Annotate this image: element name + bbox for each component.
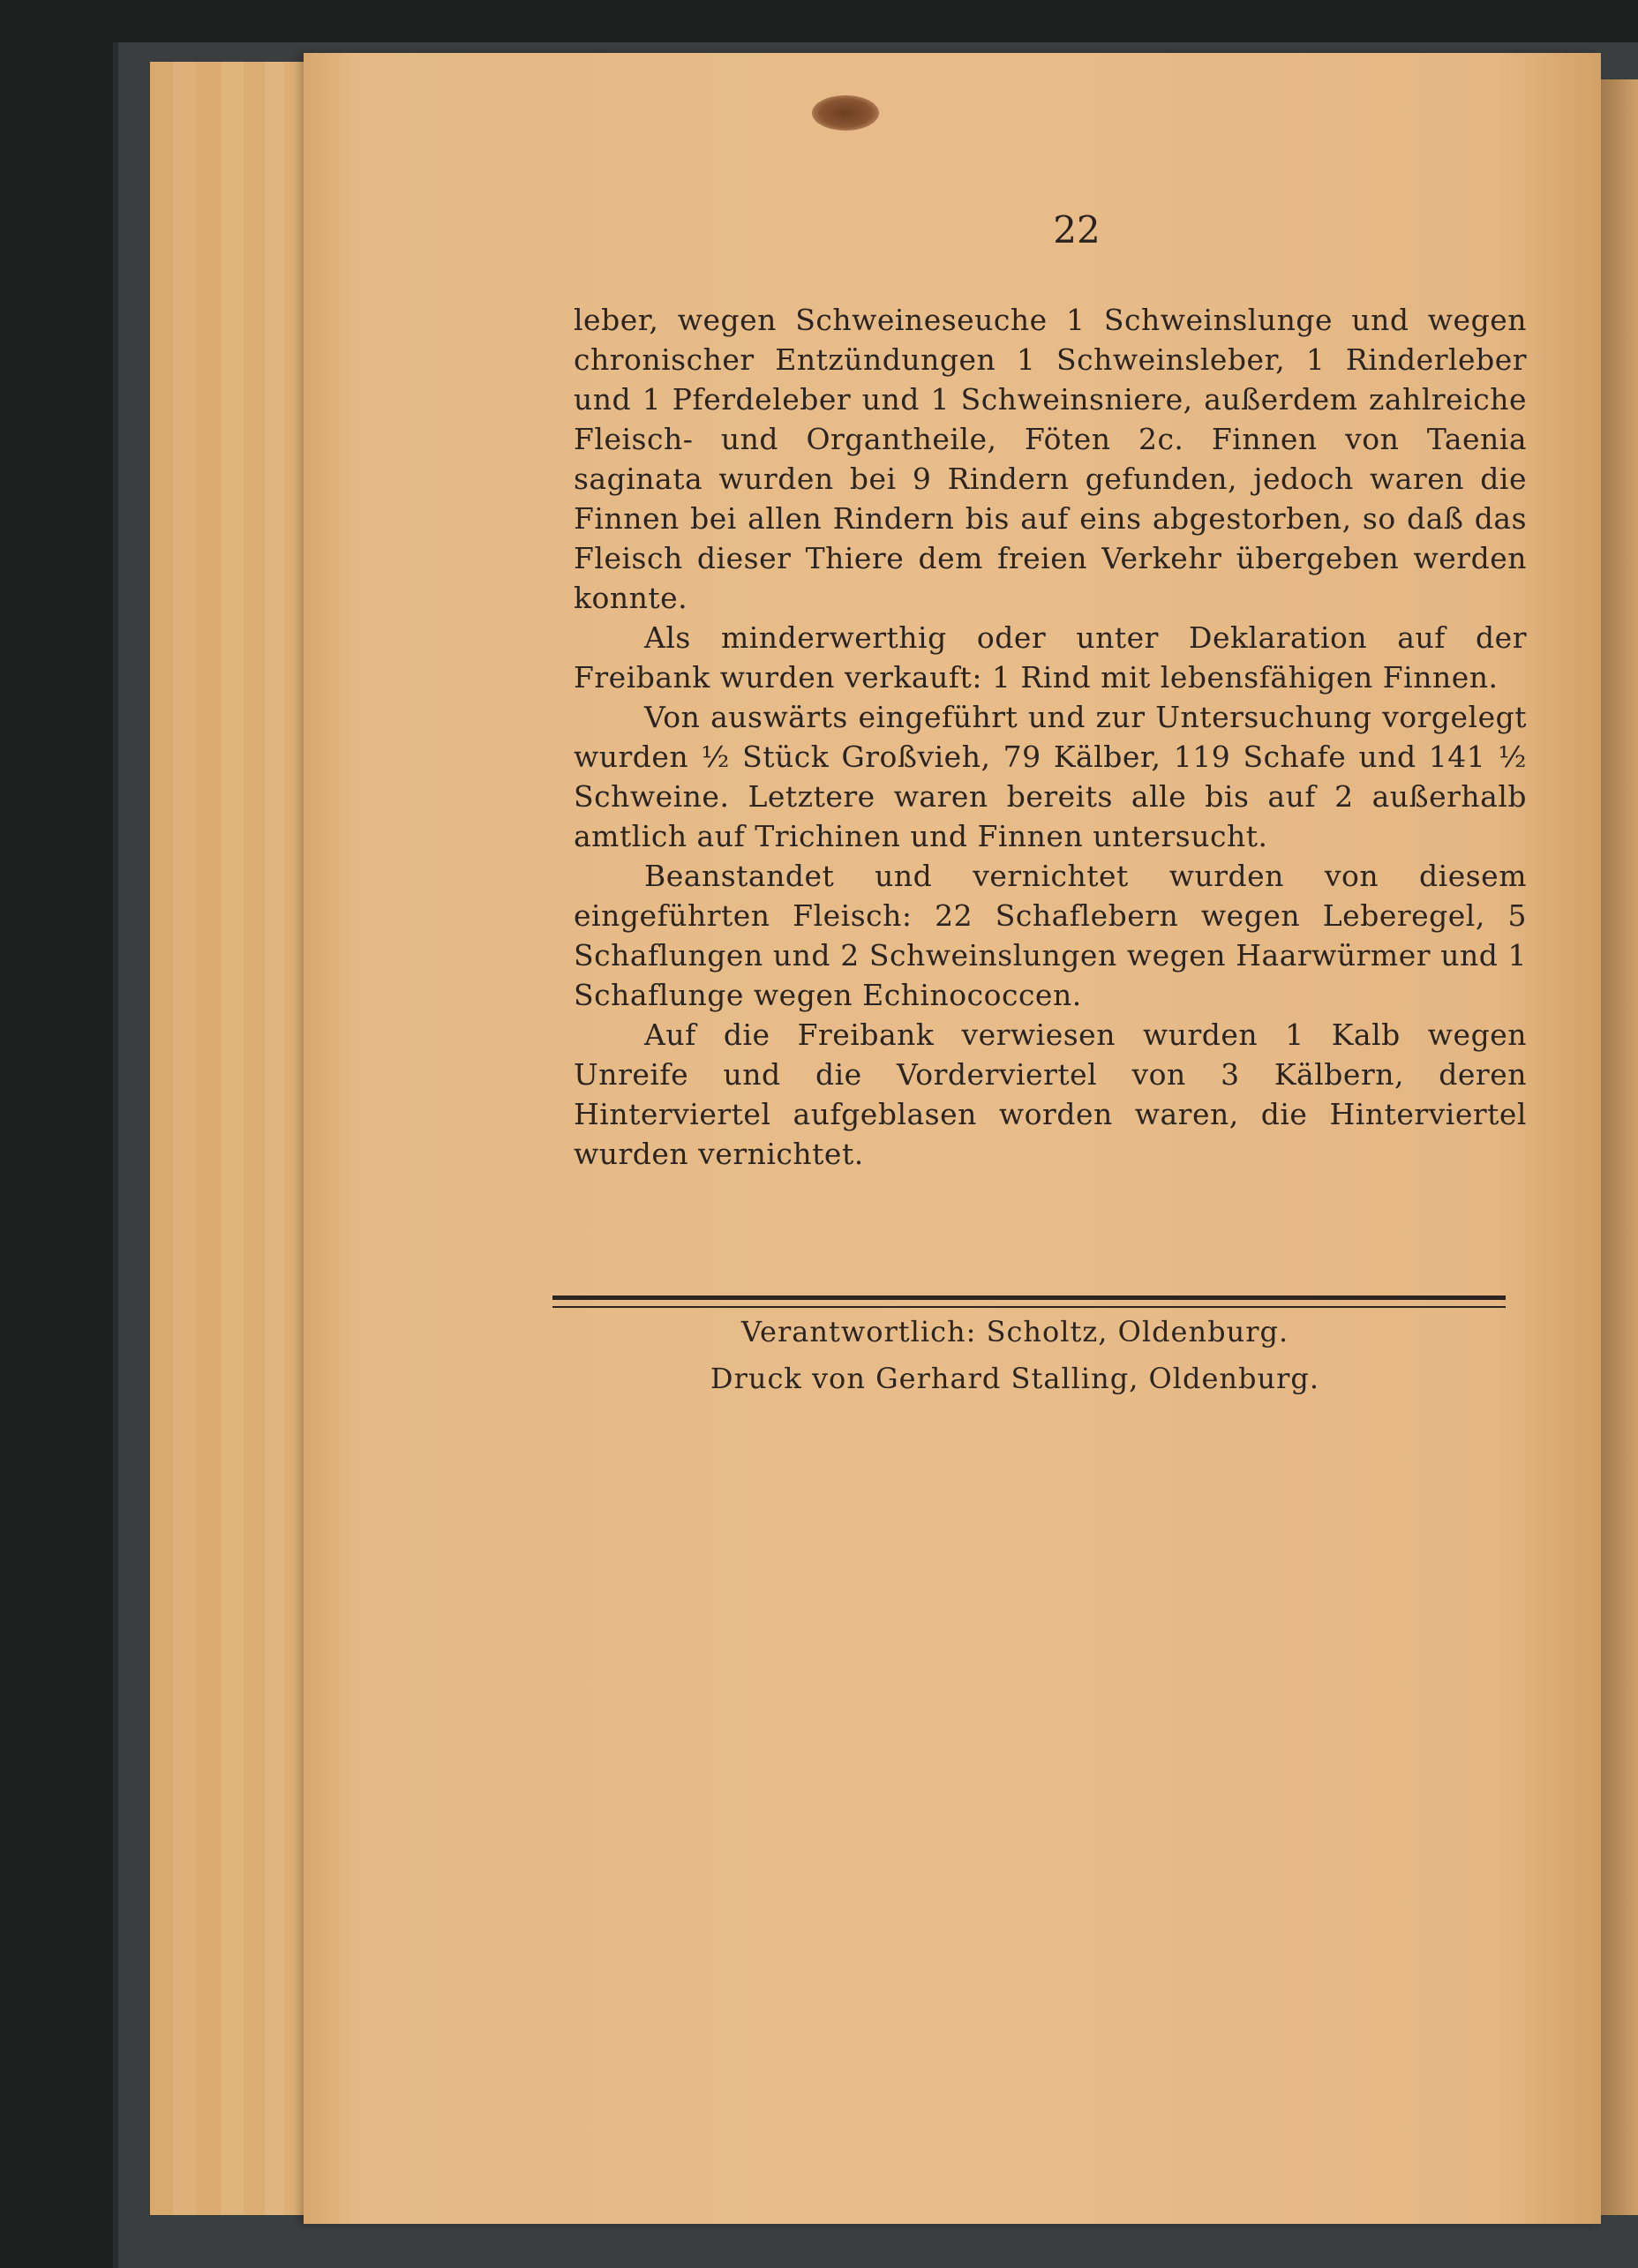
imprint-responsible: Verantwortlich: Scholtz, Oldenburg. <box>740 1315 1289 1348</box>
body-text <box>574 300 1527 1174</box>
paragraph: Beanstandet und vernichtet wurden von diesem eingeführten Fleisch: 22 Schaflebern wegen Leberegel, 5 Schaflungen und 2 Schweinslungen wegen Haarwürmer und 1 Schaflunge wegen Echinococcen. <box>574 859 1527 1012</box>
imprint-printer: Druck von Gerhard Stalling, Oldenburg. <box>710 1362 1320 1395</box>
divider-rule <box>552 1295 1506 1300</box>
paragraph: Auf die Freibank verwiesen wurden 1 Kalb wegen Unreife und die Vorderviertel von 3 Kälbern, deren Hinterviertel aufgeblasen worden waren, die Hinterviertel wurden vernichtet. <box>574 1018 1527 1171</box>
page-hole-mark <box>812 95 879 131</box>
paragraph: Von auswärts eingeführt und zur Untersuchung vorgelegt wurden ½ Stück Großvieh, 79 Kälber, 119 Schafe und 141 ½ Schweine. Letztere waren bereits alle bis auf 2 außerhalb amtlich auf Trichinen und Finnen untersucht. <box>574 700 1527 853</box>
divider-rule <box>552 1306 1506 1308</box>
page-number: 22 <box>1053 208 1101 252</box>
paragraph: leber, wegen Schweineseuche 1 Schweinslunge und wegen chronischer Entzündungen 1 Schweinsleber, 1 Rinderleber und 1 Pferdeleber und 1 Schweinsniere, außerdem zahlreiche Fleisch- und Organtheile, Föten 2c. Finnen von Taenia saginata wurden bei 9 Rindern gefunden, jedoch waren die Finnen bei allen Rindern bis auf eins abgestorben, so daß das Fleisch dieser Thiere dem freien Verkehr übergeben werden konnte. <box>574 303 1527 615</box>
paragraph: Als minderwerthig oder unter Deklaration auf der Freibank wurden verkauft: 1 Rind mit lebensfähigen Finnen. <box>574 620 1527 695</box>
facing-page-edge <box>1601 79 1638 2215</box>
